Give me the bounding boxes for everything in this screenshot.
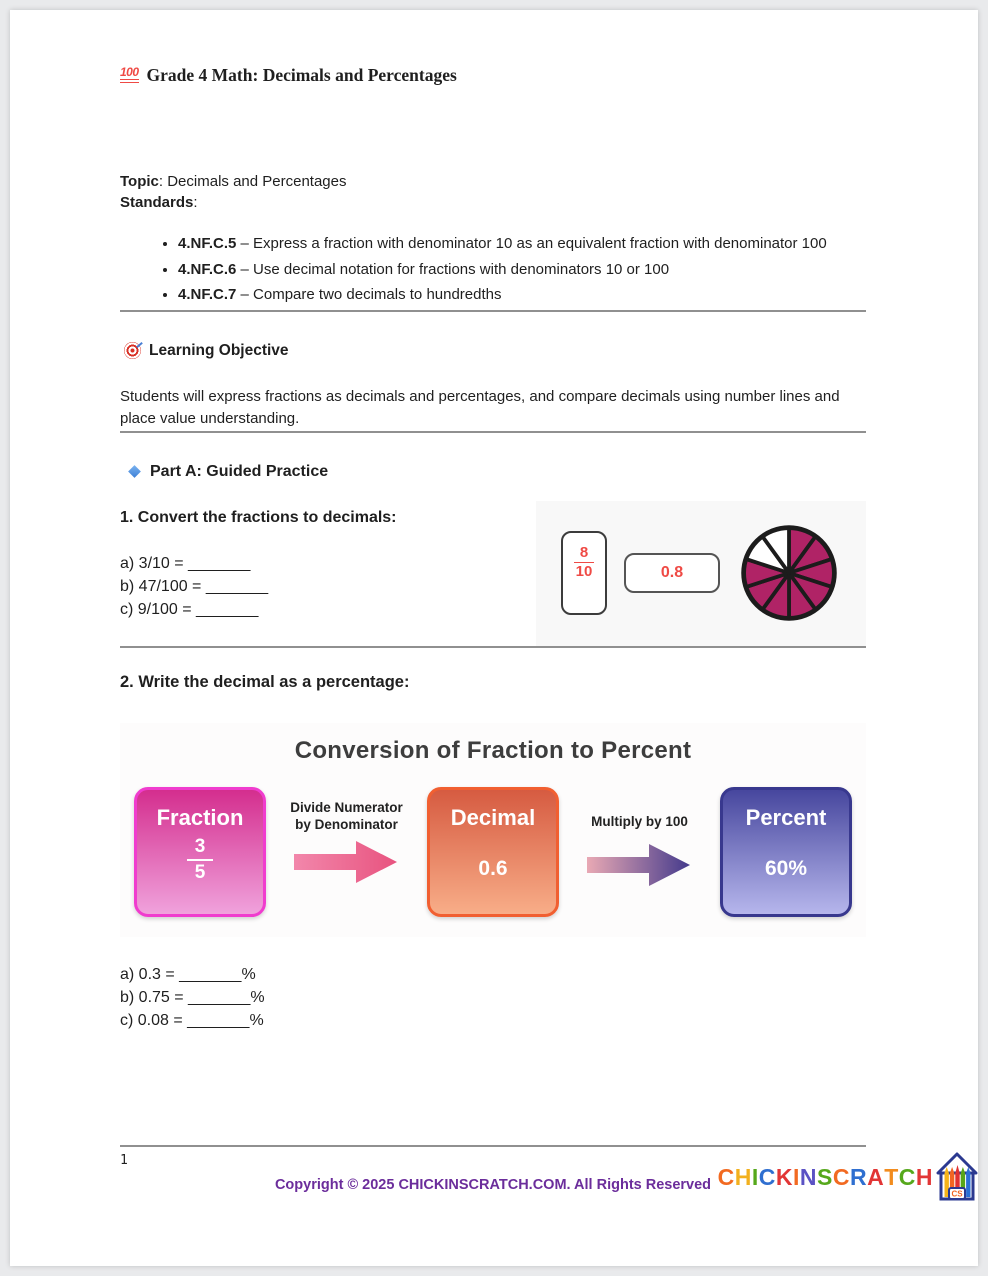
divider xyxy=(120,646,866,648)
meta-block xyxy=(120,171,866,213)
divider xyxy=(120,310,866,312)
multiply-step xyxy=(559,787,720,893)
logo-letter: T xyxy=(884,1163,899,1190)
right-arrow-icon xyxy=(587,842,692,888)
logo-letter: A xyxy=(867,1163,885,1190)
blue-diamond-icon xyxy=(128,465,141,478)
logo-letter: H xyxy=(734,1163,752,1190)
decimal-value: 0.8 xyxy=(660,564,684,581)
standard-text: – Use decimal notation for fractions with denominators 10 or 100 xyxy=(236,260,670,278)
question-1-text-column xyxy=(120,499,536,646)
dart-icon xyxy=(136,342,143,348)
divide-step-label xyxy=(266,799,427,833)
standard-code: 4.NF.C.5 xyxy=(178,235,237,252)
logo-letter: I xyxy=(751,1163,759,1190)
fraction-box-label: Fraction xyxy=(156,804,244,830)
part-a-title: Part A: Guided Practice xyxy=(150,462,329,480)
infographic-title: Conversion of Fraction to Percent xyxy=(294,736,692,764)
divide-step-line1: Divide Numerator xyxy=(290,799,403,815)
topic-line xyxy=(120,171,866,192)
decimal-card xyxy=(624,553,720,593)
question-1-items xyxy=(120,552,536,621)
standards-colon: : xyxy=(193,194,198,211)
question-1-item-c: c) 9/100 = _______ xyxy=(120,600,259,618)
right-arrow-icon xyxy=(294,839,399,885)
logo-letter: H xyxy=(915,1163,933,1190)
decimal-box xyxy=(427,787,559,917)
fraction-illustration-panel xyxy=(536,501,866,646)
question-2-heading: 2. Write the decimal as a percentage: xyxy=(120,672,410,691)
standards-list xyxy=(120,233,866,306)
question-1-item-a: a) 3/10 = _______ xyxy=(120,554,251,572)
fraction-box-denominator: 5 xyxy=(194,861,206,883)
standard-item xyxy=(178,259,833,281)
question-1-item-b: b) 47/100 = _______ xyxy=(120,577,269,595)
logo-badge-text: CS xyxy=(951,1189,963,1199)
multiply-step-label: Multiply by 100 xyxy=(591,813,688,829)
decimal-box-value: 0.6 xyxy=(478,856,508,880)
infographic-row xyxy=(134,787,852,917)
fraction-numerator: 8 xyxy=(579,544,589,561)
standard-text: – Express a fraction with denominator 10 as an equivalent fraction with denominator 100 xyxy=(236,235,827,252)
footer-divider xyxy=(120,1145,866,1147)
page-content xyxy=(120,10,866,1032)
fraction-denominator: 10 xyxy=(575,563,593,580)
learning-objective-text: Students will express fractions as decimals and percentages, and compare decimals using number lines and place value understanding. xyxy=(120,387,840,427)
logo-letter: C xyxy=(717,1163,735,1190)
fraction-card xyxy=(561,531,607,615)
copyright-text: Copyright © 2025 CHICKINSCRATCH.COM. All Rights Reserved xyxy=(274,1177,712,1193)
question-1-heading: 1. Convert the fractions to decimals: xyxy=(120,508,397,526)
question-2-item-c: c) 0.08 = _______% xyxy=(120,1011,264,1029)
chickinscratch-logo xyxy=(718,1152,978,1202)
percent-box-value: 60% xyxy=(764,856,808,880)
standard-code: 4.NF.C.6 xyxy=(178,260,237,278)
divide-step-line2: by Denominator xyxy=(295,816,398,832)
standard-code: 4.NF.C.7 xyxy=(178,286,237,303)
fraction-3-5 xyxy=(137,837,263,883)
document-title-text: Grade 4 Math: Decimals and Percentages xyxy=(146,65,457,85)
topic-value: : Decimals and Percentages xyxy=(158,173,347,190)
percent-box xyxy=(720,787,852,917)
house-pencils-icon xyxy=(936,1152,978,1202)
standards-line xyxy=(120,192,866,213)
logo-letter: N xyxy=(799,1163,817,1190)
worksheet-page xyxy=(10,10,978,1266)
logo-wordmark xyxy=(718,1164,933,1191)
logo-letter: I xyxy=(792,1163,800,1190)
fraction-box xyxy=(134,787,266,917)
target-icon xyxy=(124,342,141,359)
decimal-box-label: Decimal xyxy=(450,804,536,830)
learning-objective-heading xyxy=(124,340,866,362)
fraction-box-bar xyxy=(187,859,213,861)
percent-box-label: Percent xyxy=(745,804,827,830)
part-a-heading xyxy=(130,461,866,483)
question-2-items xyxy=(120,963,866,1032)
standards-label: Standards xyxy=(120,194,194,211)
logo-letter: S xyxy=(816,1163,833,1190)
fraction-box-numerator: 3 xyxy=(194,835,206,857)
question-1-section xyxy=(120,499,866,646)
standard-text: – Compare two decimals to hundredths xyxy=(236,286,502,303)
standard-item xyxy=(178,284,833,306)
divider xyxy=(120,431,866,433)
conversion-infographic xyxy=(120,723,866,937)
document-title xyxy=(120,10,866,87)
divide-step xyxy=(266,787,427,890)
logo-letter: C xyxy=(758,1163,776,1190)
pie-chart xyxy=(737,521,841,625)
topic-label: Topic xyxy=(120,173,159,190)
logo-letter: C xyxy=(832,1163,850,1190)
page-number: 1 xyxy=(120,1153,128,1168)
logo-letter: R xyxy=(849,1163,868,1190)
hundred-points-icon: 100 xyxy=(120,67,139,83)
standard-item xyxy=(178,233,833,255)
logo-letter: C xyxy=(898,1163,916,1190)
question-2-item-a: a) 0.3 = _______% xyxy=(120,965,256,983)
fraction-8-10 xyxy=(574,545,594,613)
learning-objective-title: Learning Objective xyxy=(149,341,289,359)
question-2-item-b: b) 0.75 = _______% xyxy=(120,988,265,1006)
logo-letter: K xyxy=(775,1163,793,1190)
